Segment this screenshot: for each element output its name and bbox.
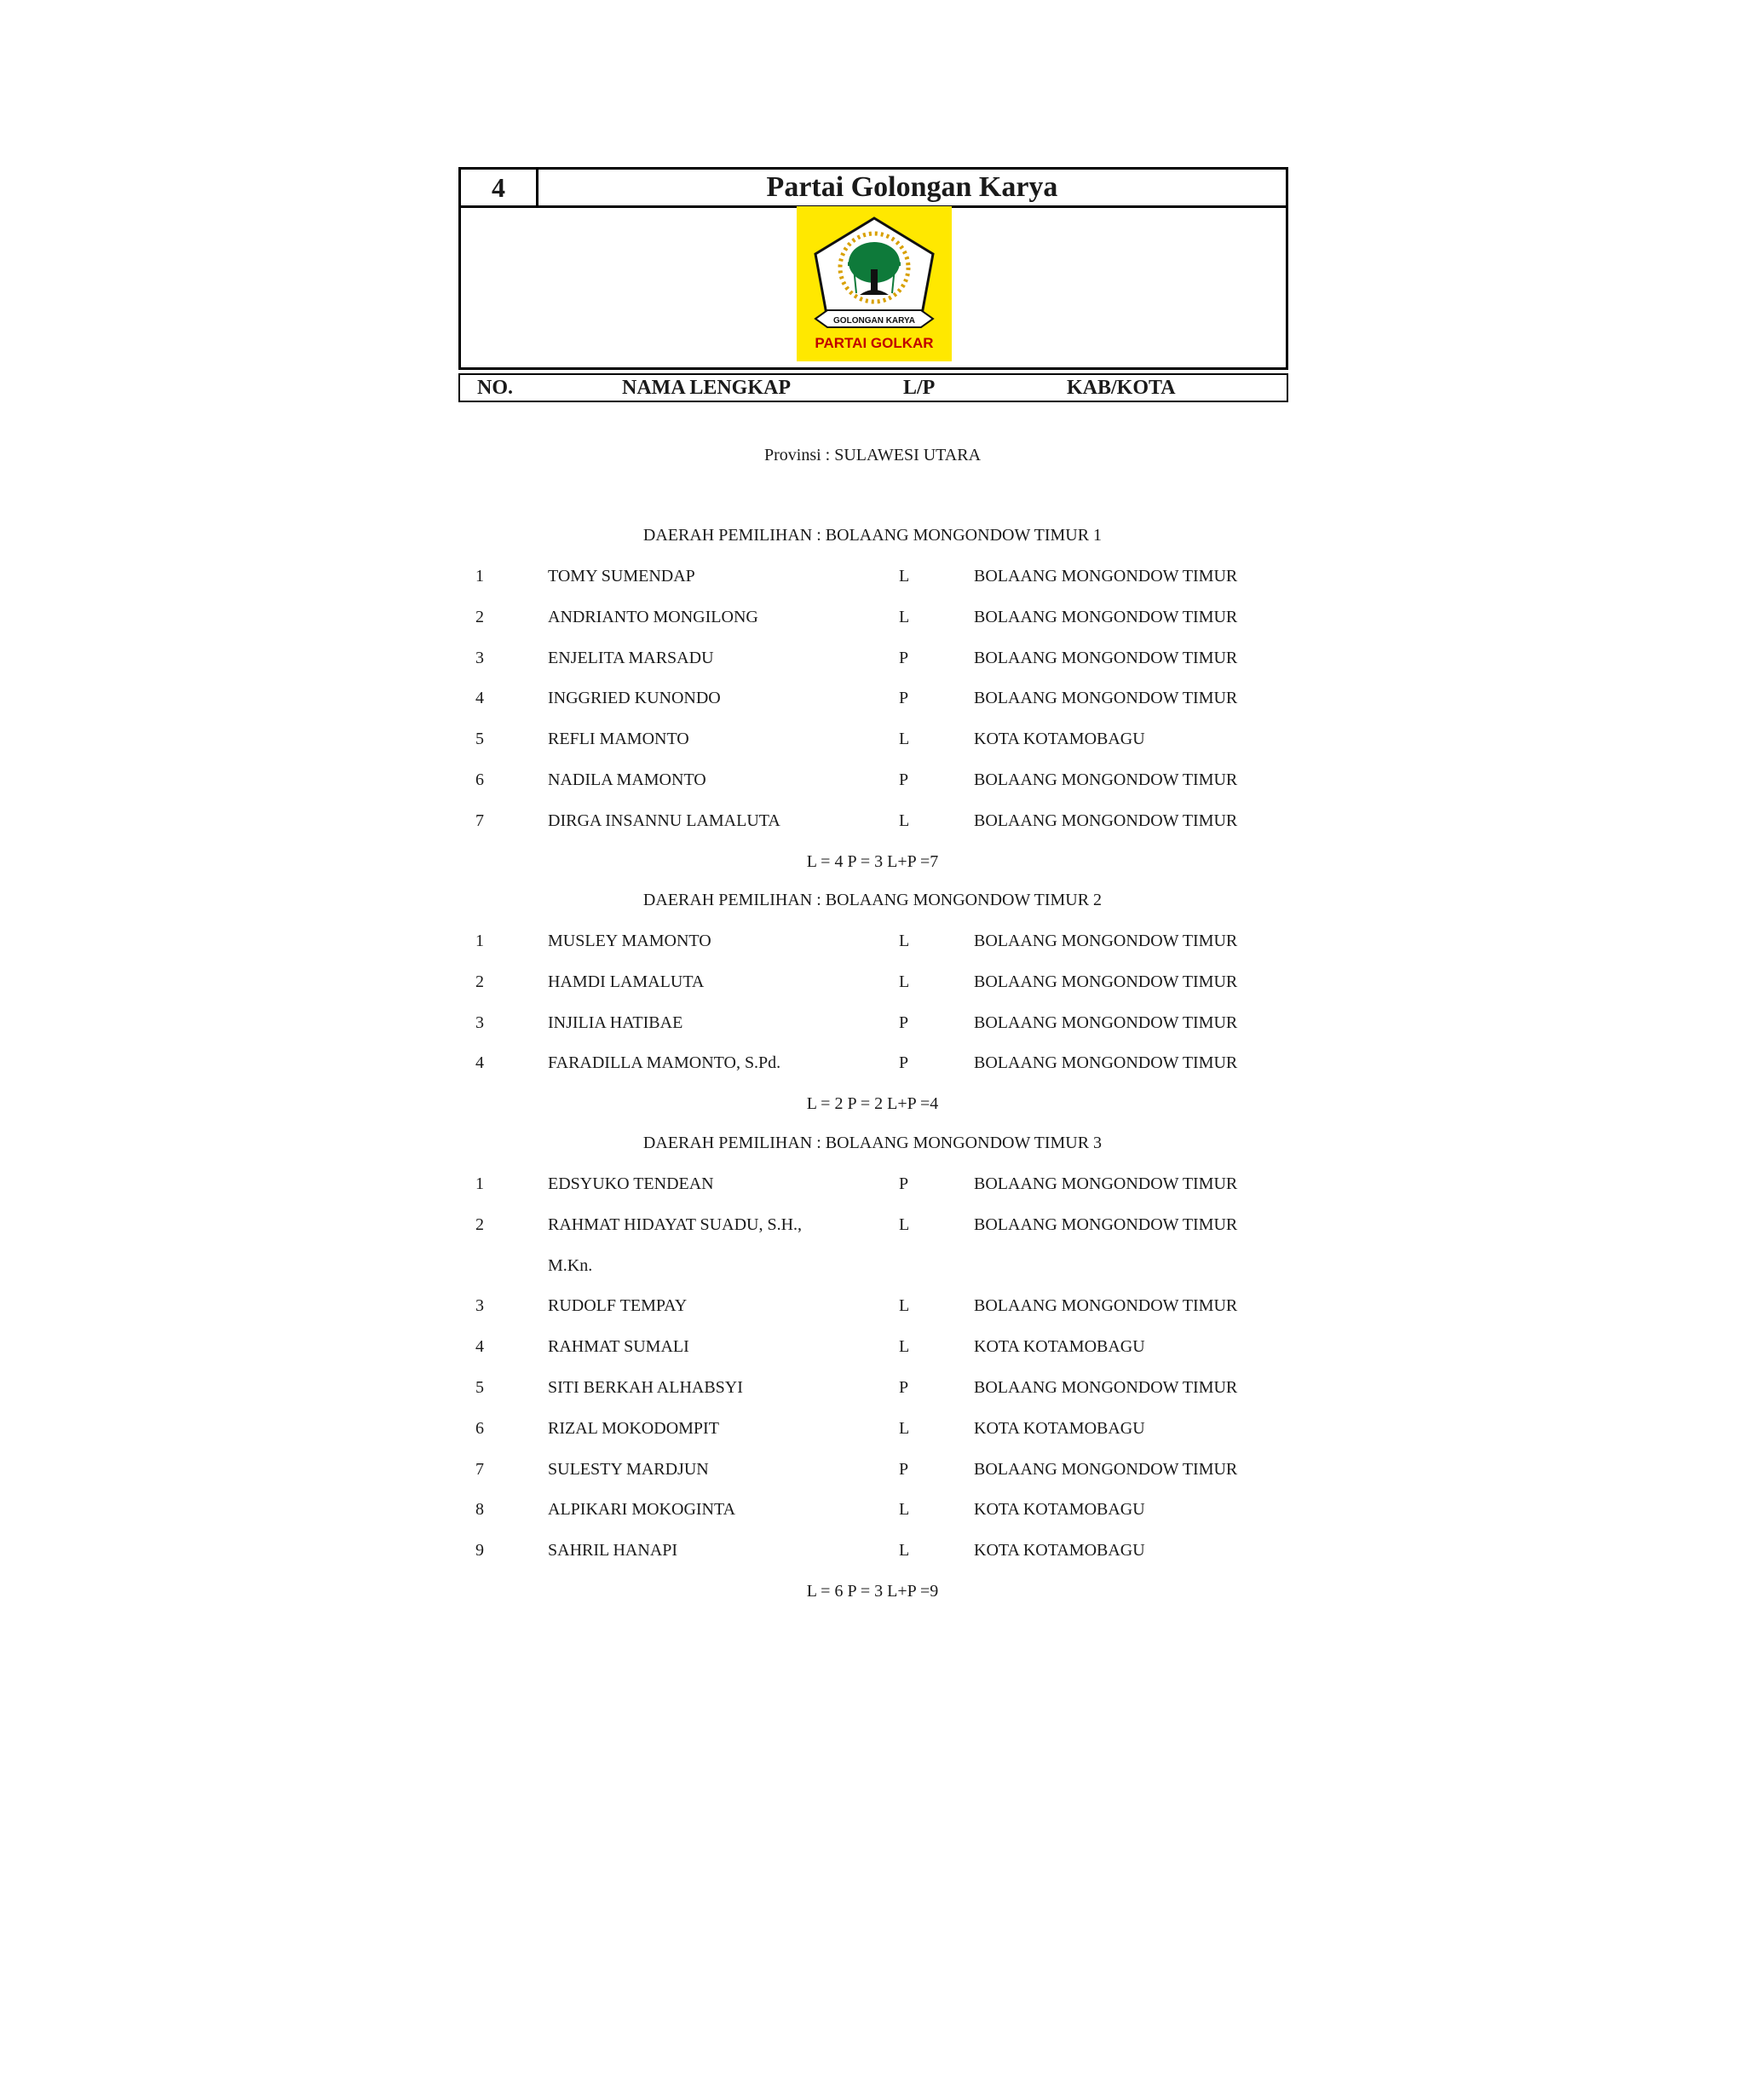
table-row [0, 1215, 1745, 1241]
candidate-regency: BOLAANG MONGONDOW TIMUR [974, 1053, 1238, 1073]
row-number: 4 [475, 1337, 484, 1357]
candidate-gender: P [899, 1012, 909, 1032]
candidate-regency: BOLAANG MONGONDOW TIMUR [974, 932, 1238, 950]
row-number: 9 [475, 1541, 484, 1561]
candidate-gender: L [899, 1296, 910, 1316]
row-number: 1 [475, 1174, 484, 1193]
candidate-name: RAHMAT SUMALI [548, 1337, 689, 1357]
table-row [0, 1013, 1745, 1039]
candidate-name: RAHMAT HIDAYAT SUADU, S.H., [548, 1214, 803, 1234]
table-row [0, 1500, 1745, 1526]
candidate-regency: KOTA KOTAMOBAGU [974, 1337, 1145, 1357]
candidate-name: FARADILLA MAMONTO, S.Pd. [548, 1053, 781, 1073]
candidate-name: SITI BERKAH ALHABSYI [548, 1378, 743, 1397]
candidate-regency: KOTA KOTAMOBAGU [974, 730, 1145, 749]
candidate-name: NADILA MAMONTO [548, 770, 706, 789]
table-row [0, 1337, 1745, 1363]
candidate-regency: BOLAANG MONGONDOW TIMUR [974, 811, 1238, 830]
candidate-gender: L [899, 1500, 910, 1520]
candidate-regency: BOLAANG MONGONDOW TIMUR [974, 648, 1238, 667]
row-number: 2 [475, 1214, 484, 1234]
col-header-kab: KAB/KOTA [1067, 377, 1176, 399]
row-number: 5 [475, 730, 484, 749]
row-number: 4 [475, 689, 484, 708]
candidate-gender: L [899, 932, 910, 950]
candidate-gender: P [899, 1174, 909, 1193]
candidate-gender: L [899, 730, 910, 749]
candidate-gender: L [899, 1541, 910, 1561]
table-row [0, 649, 1745, 674]
col-header-lp: L/P [903, 377, 936, 399]
golkar-banyan-tree-logo [797, 206, 952, 361]
district-summary: L = 2 P = 2 L+P =4 [806, 1094, 939, 1114]
table-row [0, 1174, 1745, 1200]
candidate-name: ALPIKARI MOKOGINTA [548, 1500, 736, 1520]
candidate-gender: P [899, 648, 909, 667]
logo-bottom-text: PARTAI GOLKAR [815, 335, 934, 351]
candidate-gender: P [899, 1459, 909, 1479]
row-number: 7 [475, 811, 484, 830]
table-row [0, 972, 1745, 998]
party-title: Partai Golongan Karya [766, 171, 1058, 203]
candidate-name: ENJELITA MARSADU [548, 648, 714, 667]
col-header-no: NO. [477, 377, 513, 399]
table-row [0, 689, 1745, 714]
row-number: 1 [475, 932, 484, 950]
candidate-name: REFLI MAMONTO [548, 730, 689, 749]
row-number: 2 [475, 972, 484, 991]
table-column-headers [458, 373, 1288, 402]
candidate-regency: BOLAANG MONGONDOW TIMUR [974, 1174, 1238, 1193]
candidate-regency: BOLAANG MONGONDOW TIMUR [974, 770, 1238, 789]
table-row [0, 567, 1745, 592]
logo-ribbon-text: GOLONGAN KARYA [833, 316, 915, 326]
table-row [0, 1378, 1745, 1404]
table-row [0, 932, 1745, 957]
row-number: 6 [475, 1418, 484, 1438]
col-header-name: NAMA LENGKAP [622, 377, 791, 399]
candidate-gender: L [899, 567, 910, 586]
row-number: 3 [475, 648, 484, 667]
candidate-regency: BOLAANG MONGONDOW TIMUR [974, 1459, 1238, 1479]
candidate-gender: P [899, 1053, 909, 1073]
table-row [0, 1296, 1745, 1322]
candidate-gender: L [899, 1214, 910, 1234]
row-number: 7 [475, 1459, 484, 1479]
table-row [0, 1460, 1745, 1486]
candidate-name: M.Kn. [548, 1255, 593, 1275]
candidate-name: RUDOLF TEMPAY [548, 1296, 688, 1316]
candidate-regency: BOLAANG MONGONDOW TIMUR [974, 1012, 1238, 1032]
table-row [0, 770, 1745, 796]
candidate-name: TOMY SUMENDAP [548, 567, 695, 586]
district-summary: L = 4 P = 3 L+P =7 [806, 851, 939, 871]
candidate-name: EDSYUKO TENDEAN [548, 1174, 714, 1193]
candidate-regency: KOTA KOTAMOBAGU [974, 1500, 1145, 1520]
district-title: DAERAH PEMILIHAN : BOLAANG MONGONDOW TIMUR 3 [642, 1134, 1103, 1152]
candidate-regency: BOLAANG MONGONDOW TIMUR [974, 607, 1238, 626]
candidate-gender: P [899, 770, 909, 789]
row-number: 4 [475, 1053, 484, 1073]
candidate-gender: L [899, 607, 910, 626]
table-row [0, 1419, 1745, 1445]
row-number: 2 [475, 607, 484, 626]
table-row [0, 811, 1745, 837]
candidate-gender: L [899, 1337, 910, 1357]
table-row [0, 608, 1745, 633]
row-number: 8 [475, 1500, 484, 1520]
candidate-name: HAMDI LAMALUTA [548, 972, 705, 991]
province-label: Provinsi : SULAWESI UTARA [763, 446, 982, 464]
candidate-name: DIRGA INSANNU LAMALUTA [548, 811, 780, 830]
candidate-regency: BOLAANG MONGONDOW TIMUR [974, 567, 1238, 586]
candidate-name: RIZAL MOKODOMPIT [548, 1418, 719, 1438]
table-row [0, 1541, 1745, 1566]
row-number: 5 [475, 1378, 484, 1397]
candidate-regency: BOLAANG MONGONDOW TIMUR [974, 1296, 1238, 1316]
row-number: 1 [475, 567, 484, 586]
candidate-gender: P [899, 689, 909, 708]
candidate-regency: BOLAANG MONGONDOW TIMUR [974, 972, 1238, 991]
candidate-gender: L [899, 1418, 910, 1438]
candidate-gender: P [899, 1378, 909, 1397]
party-header [458, 167, 1288, 402]
table-row [0, 1256, 1745, 1282]
candidate-regency: BOLAANG MONGONDOW TIMUR [974, 689, 1238, 708]
row-number: 3 [475, 1012, 484, 1032]
candidate-name: ANDRIANTO MONGILONG [548, 607, 758, 626]
candidate-name: INJILIA HATIBAE [548, 1012, 683, 1032]
candidate-gender: L [899, 811, 910, 830]
candidate-gender: L [899, 972, 910, 991]
district-summary: L = 6 P = 3 L+P =9 [806, 1582, 939, 1601]
candidate-name: INGGRIED KUNONDO [548, 689, 721, 708]
row-number: 6 [475, 770, 484, 789]
row-number: 3 [475, 1296, 484, 1316]
candidate-name: MUSLEY MAMONTO [548, 932, 711, 950]
candidate-regency: KOTA KOTAMOBAGU [974, 1541, 1145, 1561]
party-number: 4 [461, 170, 538, 205]
candidate-regency: KOTA KOTAMOBAGU [974, 1418, 1145, 1438]
candidate-name: SAHRIL HANAPI [548, 1541, 678, 1561]
district-title: DAERAH PEMILIHAN : BOLAANG MONGONDOW TIMUR 1 [642, 526, 1103, 545]
candidate-regency: BOLAANG MONGONDOW TIMUR [974, 1378, 1238, 1397]
party-title-row [458, 167, 1288, 208]
district-title: DAERAH PEMILIHAN : BOLAANG MONGONDOW TIMUR 2 [642, 891, 1103, 909]
table-row [0, 730, 1745, 755]
candidate-name: SULESTY MARDJUN [548, 1459, 709, 1479]
party-logo-cell [458, 208, 1288, 370]
table-row [0, 1053, 1745, 1079]
candidate-regency: BOLAANG MONGONDOW TIMUR [974, 1214, 1238, 1234]
